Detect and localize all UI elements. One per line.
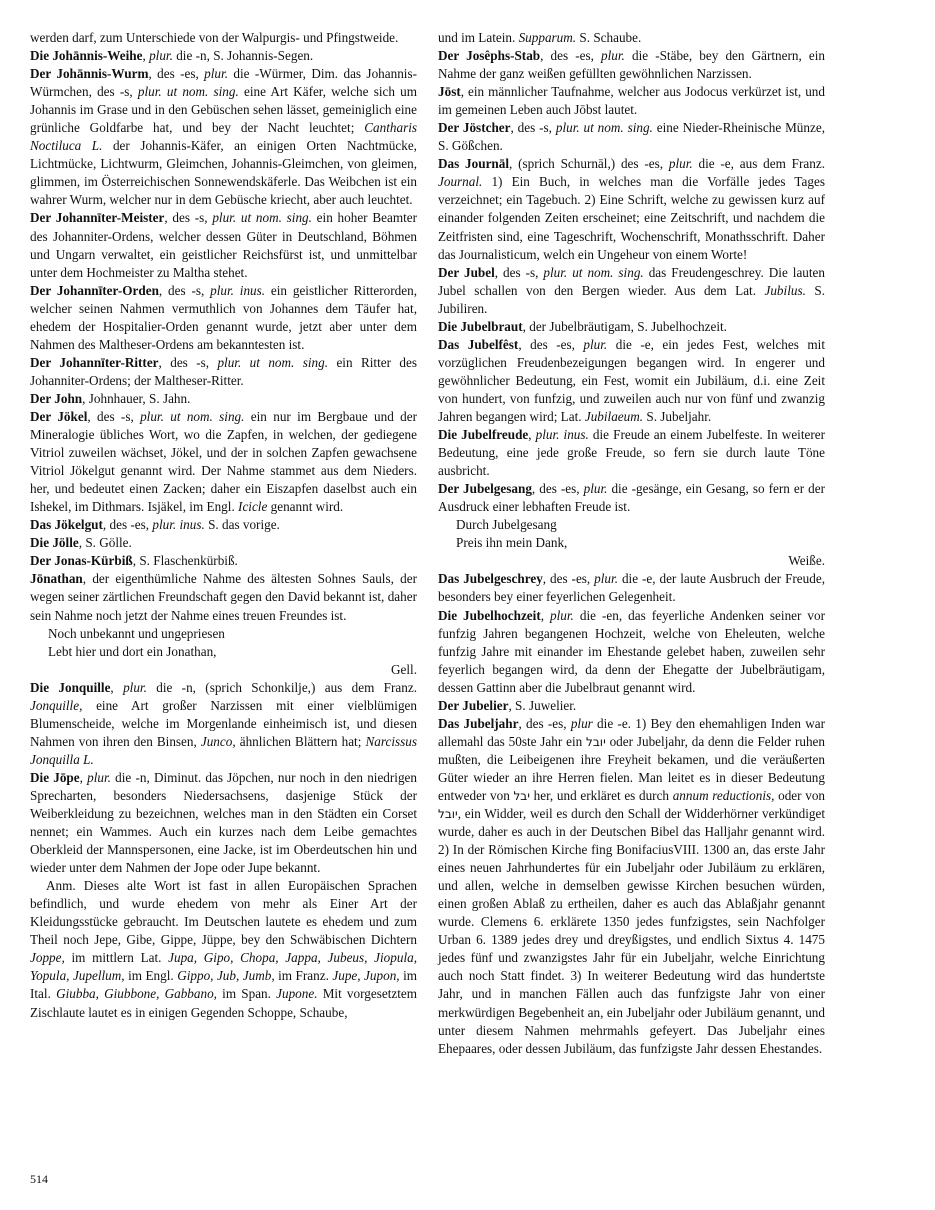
annotation-paragraph: Anm. Dieses alte Wort ist fast in allen Europäischen Sprachen befindlich, und wurde ehedem von mehr als Einer Art der Kleidungsstücke gebraucht. Im Deutschen lautete es ehedem und zum Theil noch Jepe, Gibe, Gippe, Jüppe, bey den Schwäbischen Dichtern Joppe, im mittlern Lat. Jupa, Gipo, Chopa, Jappa, Jubeus, Jiopula, Yopula, Jupellum, im Engl. Gippo, Jub, Jumb, im Franz. Jupe, Jupon, im Ital. Giubba, Giubbone, Gabbano, im Span. Jupone. Mit vorgesetztem Zischlaute lautet es in einigen Gegenden Schoppe, Schaube, <box>30 878 418 1020</box>
left-column <box>30 29 417 1022</box>
verse-line: Durch Jubelgesang <box>456 517 557 533</box>
verse-line: Noch unbekannt und ungepriesen <box>48 625 225 641</box>
entry-joekelgut: Das Jökelgut, des -es, plur. inus. S. das vorige. <box>30 517 280 533</box>
entry-joelle: Die Jölle, S. Gölle. <box>30 535 132 551</box>
headword: Jōnathan <box>30 571 83 587</box>
entry-johanniter-orden: Der Johannīter-Orden, des -s, plur. inus. ein geistlicher Ritterorden, welcher seinen Nahmen vermuthlich von Johannes dem Täufer hat, ehedem der Hospitalier-Orden genannt wurde, jetzt aber unter dem Nahmen des Maltheser-Ordens am bekanntesten ist. <box>30 282 417 352</box>
headword: Der Johannīter-Meister <box>30 210 165 226</box>
entry-johannis-wurm: Der Johānnis-Wurm, des -es, plur. die -Würmer, Dim. das Johannis-Würmchen, des -s, plur. ut nom. sing. eine Art Käfer, welche sich um Johannis im Grase und in den Gebüschen sehen lässet, gemeiniglich eine grünliche Goldfarbe hat, und bey der Nacht leuchtet; Cantharis Noctiluca L. der Johannis-Käfer, an einigen Orten Nachtmücke, Lichtmücke, Lichtwurm, Gleimchen, Johannis-Gleimchen, von gleimen, glimmen, im Österreichischen Sonnewendskäferle. Das Weibchen ist ein wahrer Wurm, welcher nur in dem Gebüsche kriecht, aber auch leuchtet. <box>30 66 417 208</box>
headword: Das Jubeljahr <box>438 715 519 731</box>
entry-continuation: und im Latein. Supparum. S. Schaube. <box>438 30 642 45</box>
entry-text: werden darf, zum Unterschiede von der Walpurgis- und Pfingstweide. <box>30 30 399 45</box>
headword: Der Jonas-Kürbiß <box>30 553 133 569</box>
entry-joekel: Der Jökel, des -s, plur. ut nom. sing. ein nur im Bergbaue und der Mineralogie übliches Wort, wo die Zapfen, in welchen, der gediegene Vitriol zuweilen wächset, Jökel, und der in solchen Zapfen gewachsene Vitriol Jökelgut genannt wird. Der Nahme stammet aus dem Nieders. her, und bedeutet einen Zacken; daher ein Eiszapfen daselbst auch ein Ishekel, im Dithmars. Isjäkel, im Engl. Icicle genannt wird. <box>30 408 417 515</box>
verse-line: Preis ihn mein Dank, <box>456 535 568 551</box>
headword: Der Jökel <box>30 408 88 424</box>
hebrew-word: יבל <box>513 788 530 803</box>
entry-josephs-stab: Der Josêphs-Stab, des -es, plur. die -Stäbe, bey den Gärtnern, ein Nahme der ganz weißen gefüllten gewöhnlichen Narzissen. <box>438 48 825 82</box>
entry-johannis-weihe: Die Johānnis-Weihe, plur. die -n, S. Johannis-Segen. <box>30 48 314 64</box>
page-number: 514 <box>30 1172 48 1186</box>
headword: Die Jubelbraut <box>438 318 523 334</box>
verse-author: Weiße. <box>788 553 825 569</box>
headword: Der Jubelier <box>438 697 509 713</box>
verse-author: Gell. <box>390 661 417 677</box>
entry-jubelgesang: Der Jubelgesang, des -es, plur. die -gesänge, ein Gesang, so fern er der Ausdruck einer lebhaften Freude ist. <box>438 481 825 515</box>
entry-joestcher: Der Jöstcher, des -s, plur. ut nom. sing. eine Nieder-Rheinische Münze, S. Gößchen. <box>438 120 825 154</box>
headword: Der Johānnis-Wurm <box>30 66 149 82</box>
headword: Der Jubelgesang <box>438 481 532 497</box>
entry-jubelgeschrey: Das Jubelgeschrey, des -es, plur. die -e, der laute Ausbruch der Freude, besonders bey einer feyerlichen Gelegenheit. <box>438 571 825 605</box>
entry-continuation <box>30 29 417 47</box>
entry-jonathan: Jōnathan, der eigenthümliche Nahme des ältesten Sohnes Sauls, der wegen seiner zärtlichen Freundschaft gegen den David bekannt ist, daher sein Nahme noch jetzt der Nahme eines treuen Freundes ist. <box>30 571 417 623</box>
entry-journal: Das Journāl, (sprich Schurnāl,) des -es, plur. die -e, aus dem Franz. Journal. 1) Ein Buch, in welches man die Vorfälle jedes Tages verzeichnet; ein Tagebuch. 2) Eine Schrift, welche zu gewissen kurz auf einander folgenden Zeiten erscheinet; eine Zeitschrift, und nachdem die Zeitfristen sind, eine Tageschrift, Wochenschrift, Monathsschrift. Daher das Journalisticum, welch ein Ungeheur von einem Worte! <box>438 156 825 262</box>
headword: Die Jubelfreude <box>438 427 529 443</box>
entry-jubelfest: Das Jubelfêst, des -es, plur. die -e, ein jedes Fest, welches mit vorzüglichen Freudenbezeigungen begangen wird. In engerer und gewöhnlicher Bedeutung, ein Fest, womit ein Jubiläum, d.i. eine Zeit von hundert, von funfzig, und zuweilen auch nur von fünf und zwanzig Jahren begangen wird; Lat. Jubilaeum. S. Jubeljahr. <box>438 336 825 424</box>
entry-jost: Jōst, ein männlicher Taufnahme, welcher aus Jodocus verkürzet ist, und im gemeinen Leben auch Jōbst lautet. <box>438 84 825 118</box>
entry-jubeljahr: Das Jubeljahr, des -es, plur die -e. 1) Bey den ehemahligen Inden war allemahl das 50ste Jahr ein יובל oder Jubeljahr, da denn die Felder ruhen mußten, die Leibeigenen ihre Freyheit bekamen, und die veräußerten Güter wieder an ihre Herren fielen. Man leitet es in dieser Bedeutung entweder von יבל her, und erkläret es durch annum reductionis, oder von יובל, ein Widder, weil es durch den Schall der Widderhörner verkündiget wurde, daher es auch in der Deutschen Bibel das Halljahr genannt wird. 2) In der Römischen Kirche fing BonifaciusVIII. 1300 an, das erste Jahr eines neuen Jahrhundertes für ein Jubeljahr oder Jubiläum zu erklären, und allen, welche in demselben gewisse Kirchen besuchen würden, einen großen Ablaß zu ertheilen, daher es auch das Ablaßjahr genannt wurde. Clemens 6. erklärete 1350 jedes funfzigstes, sein Nachfolger Urban 6. 1389 jedes drey und dreyßigstes, und endlich Sixtus 4. 1475 jedes fünf und zwanzigstes Jahr für ein Jubeljahr, welche Einrichtung auch noch Statt findet. 3) In weiterer Bedeutung wird das hundertste Jahr, und in manchen Fällen auch das funfzigste Jahr von einer merkwürdigen Begebenheit an, ein Jubeljahr oder Jubiläum genannt, und unter diesem Nahmen mehrmahls gefeyert. Das Jubeljahr eines Ehepaares, oder dessen Jubiläum, das funfzigste Jahr dessen Ehestandes. <box>438 715 826 1056</box>
headword: Das Jubelfêst <box>438 336 519 352</box>
headword: Die Johānnis-Weihe <box>30 48 143 64</box>
entry-jubelbraut: Die Jubelbraut, der Jubelbräutigam, S. Jubelhochzeit. <box>438 318 727 334</box>
headword: Die Jonquille <box>30 679 111 695</box>
hebrew-word: יובל <box>586 734 606 749</box>
right-column <box>438 29 825 1058</box>
verse-line: Lebt hier und dort ein Jonathan, <box>48 643 217 659</box>
headword: Der Jöstcher <box>438 120 511 136</box>
entry-jubelhochzeit: Die Jubelhochzeit, plur. die -en, das feyerliche Andenken seiner vor funfzig Jahren begangenen Hochzeit, welche von Eheleuten, welche funfzig Jahre mit einander im Ehestande gelebet haben, zuweilen sehr feyerlich begangen wird, da denn der Ehegatte der Jubelbräutigam, dessen Gattinn aber die Jubelbraut genannt wird. <box>438 607 826 695</box>
headword: Das Jubelgeschrey <box>438 571 543 587</box>
entry-johanniter-meister: Der Johannīter-Meister, des -s, plur. ut nom. sing. ein hoher Beamter des Johanniter-Ordens, welcher dessen Güter in Deutschland, Böhmen und Ungarn verwaltet, ein geistlicher Reichsfürst ist, und unmittelbar unter dem Hochmeister zu Maltha stehet. <box>30 210 417 280</box>
headword: Der John <box>30 390 83 406</box>
headword: Die Jōpe <box>30 769 80 785</box>
headword: Jōst <box>438 84 461 100</box>
headword: Das Jökelgut <box>30 517 103 533</box>
headword: Der Jubel <box>438 264 495 280</box>
headword: Der Johannīter-Orden <box>30 282 159 298</box>
entry-john: Der John, Johnhauer, S. Jahn. <box>30 390 191 406</box>
headword: Die Jölle <box>30 535 79 551</box>
entry-jope: Die Jōpe, plur. die -n, Diminut. das Jöpchen, nur noch in den niedrigen Sprecharten, besonders Niedersachsens, dasjenige Stück der Weiberkleidung zu bezeichnen, welches man in den Städten ein Corset nennet; ein Wammes. Auch ein kurzes nach dem Leibe gemachtes Oberkleid der Mannspersonen, eine Jacke, ist im Oberdeutschen hin und wieder unter dem Nahmen der Jope oder Jupe bekannt. <box>30 769 417 876</box>
entry-jubel: Der Jubel, des -s, plur. ut nom. sing. das Freudengeschrey. Die lauten Jubel schallen von den Bergen wieder. Aus dem Lat. Jubilus. S. Jubiliren. <box>438 264 825 316</box>
entry-johanniter-ritter: Der Johannīter-Ritter, des -s, plur. ut nom. sing. ein Ritter des Johanniter-Ordens; der Maltheser-Ritter. <box>30 354 417 388</box>
headword: Der Johannīter-Ritter <box>30 354 159 370</box>
entry-jubelier: Der Jubelier, S. Juwelier. <box>438 697 577 713</box>
entry-jonquille: Die Jonquille, plur. die -n, (sprich Schonkilje,) aus dem Franz. Jonquille, eine Art großer Narzissen mit einer vielblümigen Blumenscheide, welche im Morgenlande einheimisch ist, und diesen Nahmen von ihren den Binsen, Junco, ähnlichen Blättern hat; Narcissus Jonquilla L. <box>30 679 418 767</box>
headword: Die Jubelhochzeit <box>438 607 541 623</box>
headword: Der Josêphs-Stab <box>438 48 541 64</box>
headword: Das Journāl <box>438 156 510 172</box>
entry-jonas-kuerbiss: Der Jonas-Kürbiß, S. Flaschenkürbiß. <box>30 553 238 569</box>
entry-jubelfreude: Die Jubelfreude, plur. inus. die Freude an einem Jubelfeste. In weiterer Bedeutung, eine jede große Freude, so fern sie durch laute Töne ausbricht. <box>438 427 825 479</box>
hebrew-word: יובל <box>438 807 458 822</box>
